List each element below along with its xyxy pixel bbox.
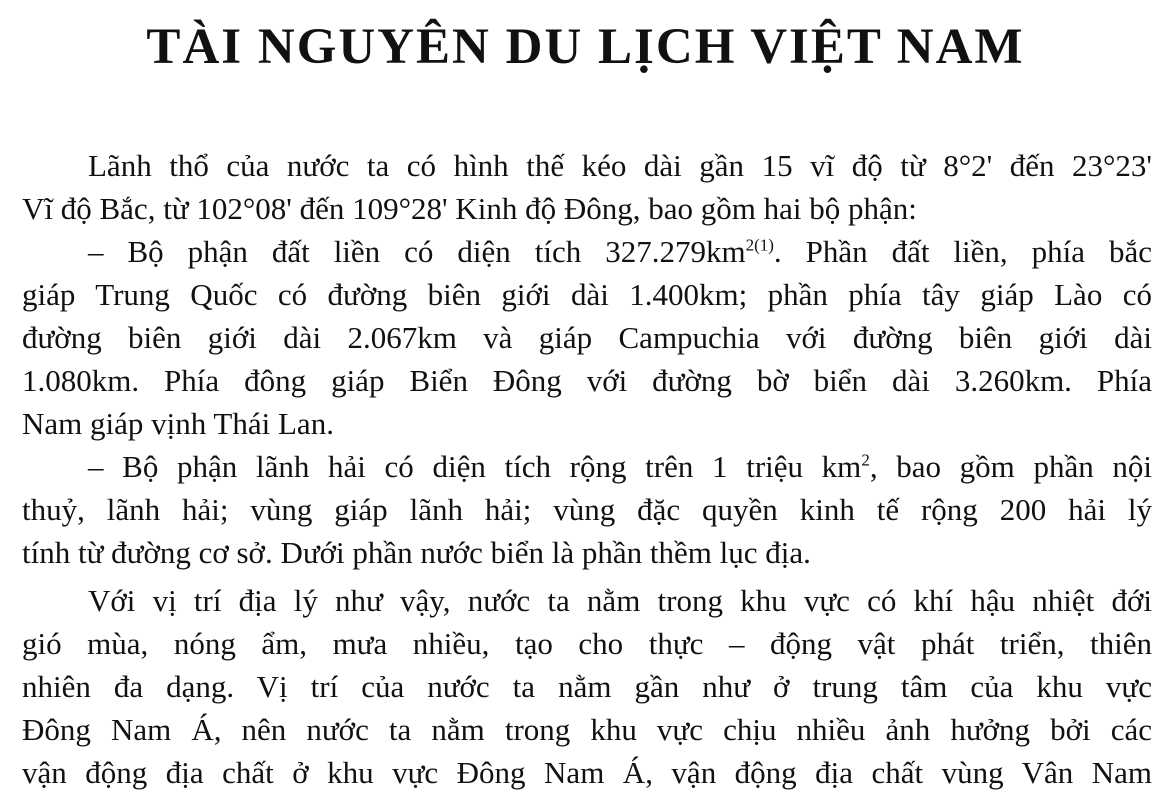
text-segment: . Phần đất liền, phía bắc xyxy=(773,234,1152,269)
text-segment: – Bộ phận lãnh hải có diện tích rộng trên 1 triệu km xyxy=(88,449,862,484)
text-line: giáp Trung Quốc có đường biên giới dài 1.400km; phần phía tây giáp Lào có xyxy=(22,277,1152,312)
text-line: gió mùa, nóng ẩm, mưa nhiều, tạo cho thực – động vật phát triển, thiên xyxy=(22,626,1152,661)
footnote-superscript: 2(1) xyxy=(745,235,774,255)
text-line xyxy=(88,229,1152,275)
text-line: thuỷ, lãnh hải; vùng giáp lãnh hải; vùng đặc quyền kinh tế rộng 200 hải lý xyxy=(22,492,1152,527)
text-line: Đông Nam Á, nên nước ta nằm trong khu vực chịu nhiều ảnh hưởng bởi các xyxy=(22,712,1152,747)
text-line: Lãnh thổ của nước ta có hình thế kéo dài gần 15 vĩ độ từ 8°2' đến 23°23' xyxy=(88,148,1152,183)
text-line: 1.080km. Phía đông giáp Biển Đông với đường bờ biển dài 3.260km. Phía xyxy=(22,363,1152,398)
text-line: vận động địa chất ở khu vực Đông Nam Á, vận động địa chất vùng Vân Nam xyxy=(22,755,1152,790)
text-line: Vĩ độ Bắc, từ 102°08' đến 109°28' Kinh độ Đông, bao gồm hai bộ phận: xyxy=(22,191,917,226)
page-title: TÀI NGUYÊN DU LỊCH VIỆT NAM xyxy=(146,19,1025,75)
text-line: Với vị trí địa lý như vậy, nước ta nằm trong khu vực có khí hậu nhiệt đới xyxy=(88,583,1152,618)
text-line: nhiên đa dạng. Vị trí của nước ta nằm gần như ở trung tâm của khu vực xyxy=(22,669,1152,704)
text-segment: , bao gồm phần nội xyxy=(869,449,1152,484)
text-line xyxy=(88,444,1152,490)
text-segment: – Bộ phận đất liền có diện tích 327.279km xyxy=(88,234,746,269)
text-line: Nam giáp vịnh Thái Lan. xyxy=(22,406,334,441)
text-line: đường biên giới dài 2.067km và giáp Campuchia với đường biên giới dài xyxy=(22,320,1152,355)
superscript: 2 xyxy=(861,450,870,470)
text-line: tính từ đường cơ sở. Dưới phần nước biển là phần thềm lục địa. xyxy=(22,535,811,570)
